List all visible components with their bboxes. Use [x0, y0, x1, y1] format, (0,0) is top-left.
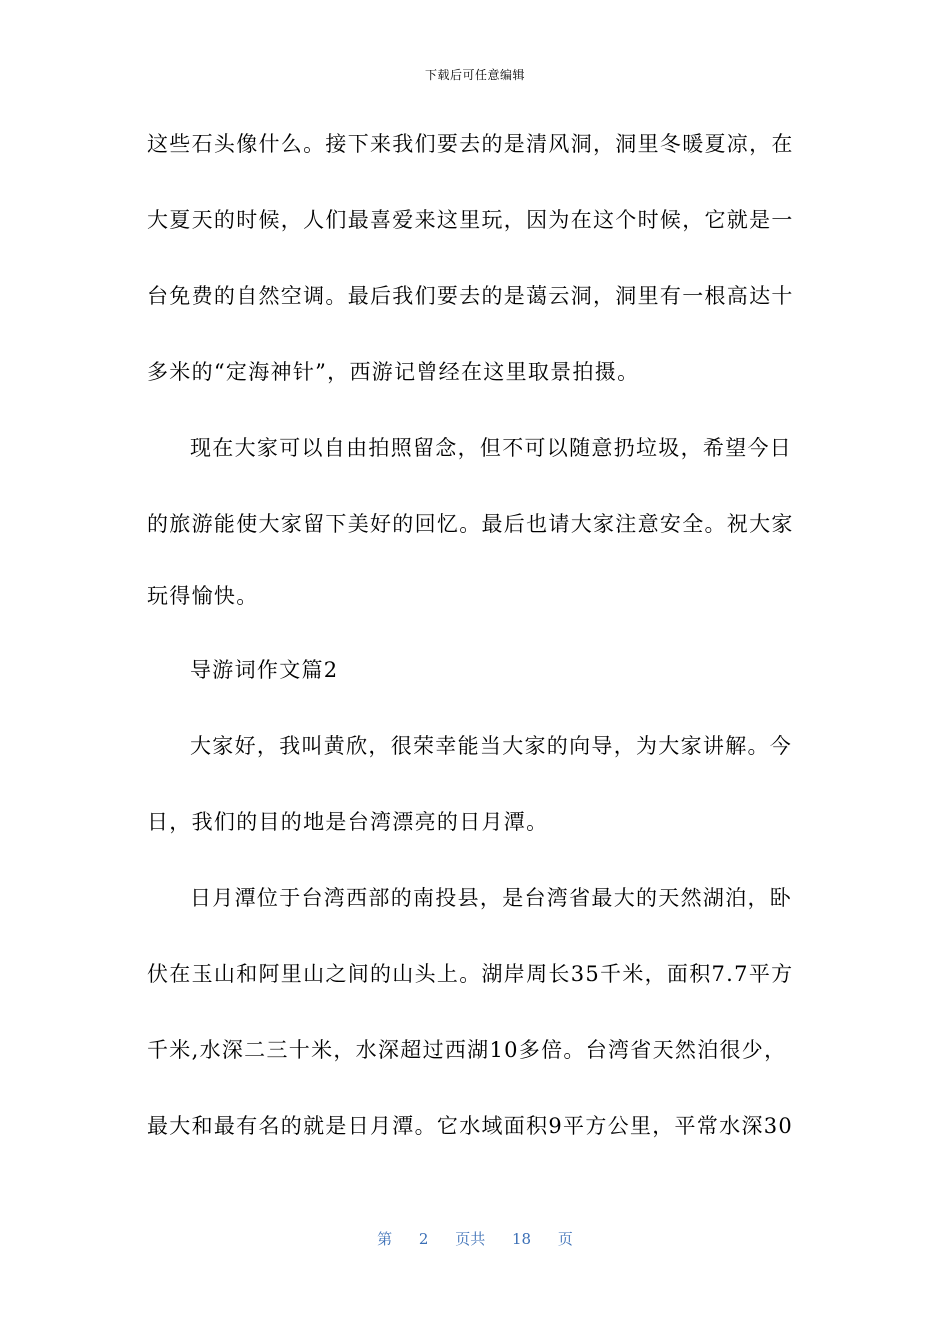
paragraph-line: 大家好，我叫黄欣，很荣幸能当大家的向导，为大家讲解。今	[190, 734, 793, 758]
paragraph-line: 最大和最有名的就是日月潭。它水域面积9平方公里，平常水深30	[147, 1114, 794, 1138]
paragraph-line: 台免费的自然空调。最后我们要去的是蔼云洞，洞里有一根高达十	[147, 284, 794, 308]
footer-page-middle: 页共	[455, 1230, 486, 1248]
paragraph-line: 的旅游能使大家留下美好的回忆。最后也请大家注意安全。祝大家	[147, 512, 794, 536]
paragraph-line: 日月潭位于台湾西部的南投县，是台湾省最大的天然湖泊，卧	[190, 886, 793, 910]
paragraph-line: 千米,水深二三十米，水深超过西湖10多倍。台湾省天然泊很少，	[147, 1038, 787, 1062]
paragraph-line: 日，我们的目的地是台湾漂亮的日月潭。	[147, 810, 549, 834]
footer-page-number: 2	[418, 1230, 429, 1248]
paragraph-line: 伏在玉山和阿里山之间的山头上。湖岸周长35千米，面积7.7平方	[147, 962, 794, 986]
paragraph-line: 大夏天的时候，人们最喜爱来这里玩，因为在这个时候，它就是一	[147, 208, 794, 232]
footer-page-suffix: 页	[557, 1230, 573, 1248]
page-header-note: 下载后可任意编辑	[424, 68, 525, 82]
footer-page-total: 18	[512, 1230, 532, 1248]
page-footer	[0, 1228, 950, 1249]
section-heading: 导游词作文篇2	[190, 658, 339, 682]
paragraph-line: 多米的“定海神针”，西游记曾经在这里取景拍摄。	[147, 360, 640, 384]
paragraph-line: 现在大家可以自由拍照留念，但不可以随意扔垃圾，希望今日	[190, 436, 793, 460]
paragraph-line: 这些石头像什么。接下来我们要去的是清风洞，洞里冬暖夏凉，在	[147, 132, 794, 156]
footer-page-prefix: 第	[377, 1230, 393, 1248]
paragraph-line: 玩得愉快。	[147, 584, 259, 608]
